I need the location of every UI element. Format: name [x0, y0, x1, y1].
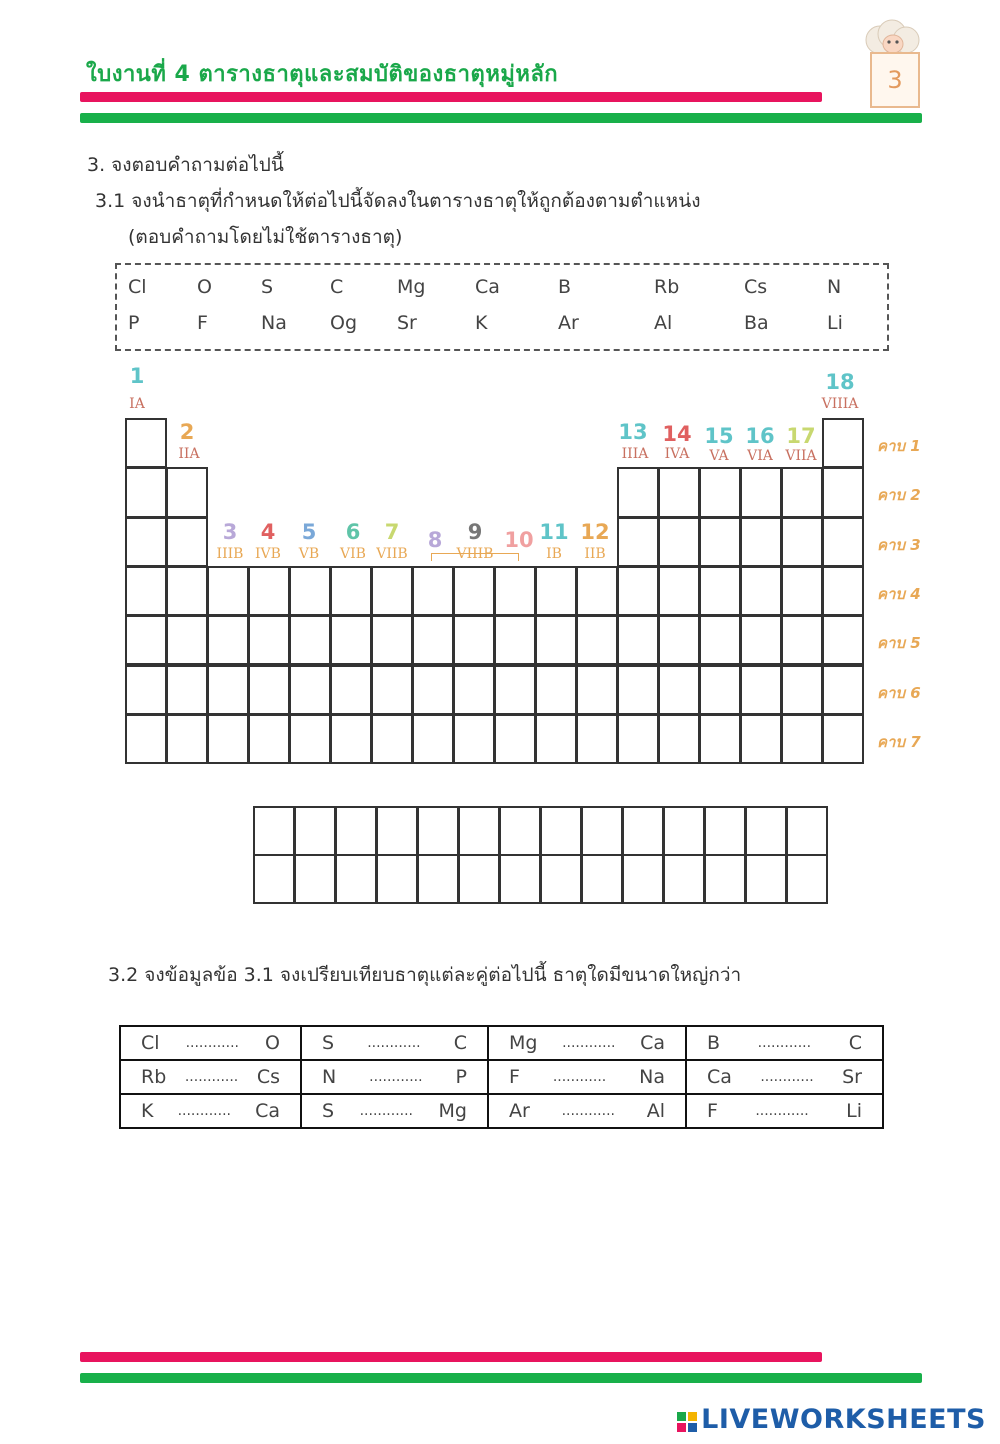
periodic-table-cell[interactable]	[740, 467, 782, 517]
element-symbol[interactable]: S	[261, 276, 274, 298]
comparison-element-a: S	[322, 1100, 335, 1122]
f-block-cell[interactable]	[540, 806, 582, 856]
header-green-bar	[80, 113, 922, 123]
f-block-cell[interactable]	[786, 854, 828, 904]
periodic-table-cell[interactable]	[371, 665, 413, 715]
periodic-table-cell[interactable]	[576, 615, 618, 665]
comparison-element-a: N	[322, 1066, 337, 1088]
answer-blank[interactable]: ............	[760, 1069, 814, 1085]
element-symbol[interactable]: Sr	[397, 312, 417, 334]
periodic-table-cell[interactable]	[617, 714, 659, 764]
group-roman-label: IIIA	[621, 446, 649, 462]
periodic-table-cell[interactable]	[330, 714, 372, 764]
viiib-bracket	[431, 553, 519, 561]
periodic-table-cell[interactable]	[822, 517, 864, 567]
periodic-table-cell[interactable]	[371, 566, 413, 616]
periodic-table-cell[interactable]	[330, 566, 372, 616]
group-roman-label: VIB	[340, 546, 366, 562]
periodic-table-cell[interactable]	[166, 566, 208, 616]
periodic-table-cell[interactable]	[658, 714, 700, 764]
f-block-cell[interactable]	[253, 854, 295, 904]
f-block-cell[interactable]	[376, 806, 418, 856]
periodic-table-cell[interactable]	[822, 714, 864, 764]
periodic-table-cell[interactable]	[166, 714, 208, 764]
periodic-table-cell[interactable]	[207, 665, 249, 715]
periodic-table-cell[interactable]	[781, 517, 823, 567]
element-symbol[interactable]: Cl	[128, 276, 147, 298]
group-number: 18	[825, 370, 855, 394]
answer-blank[interactable]: ............	[367, 1035, 421, 1051]
element-symbol[interactable]: Cs	[744, 276, 768, 298]
group-number: 11	[539, 520, 569, 544]
periodic-table-cell[interactable]	[494, 714, 536, 764]
periodic-table-cell[interactable]	[248, 714, 290, 764]
f-block-cell[interactable]	[745, 854, 787, 904]
comparison-cell[interactable]	[301, 1094, 488, 1128]
group-roman-label: VIIA	[785, 448, 817, 464]
footer-green-bar	[80, 1373, 922, 1383]
comparison-element-a: Cl	[141, 1032, 160, 1054]
periodic-table-cell[interactable]	[166, 517, 208, 567]
element-symbol[interactable]: P	[128, 312, 140, 334]
comparison-cell[interactable]	[488, 1094, 686, 1128]
group-number: 2	[179, 420, 195, 444]
group-number: 13	[618, 420, 648, 444]
group-roman-label: VB	[298, 546, 320, 562]
periodic-table-cell[interactable]	[412, 665, 454, 715]
periodic-table-cell[interactable]	[207, 566, 249, 616]
f-block-cell[interactable]	[704, 806, 746, 856]
periodic-table-cell[interactable]	[125, 615, 167, 665]
group-number: 9	[467, 520, 483, 544]
question-3-2: 3.2 จงข้อมูลข้อ 3.1 จงเปรียบเทียบธาตุแต่ละคู่ต่อไปนี้ ธาตุใดมีขนาดใหญ่กว่า	[108, 964, 742, 986]
group-number: 7	[384, 520, 400, 544]
periodic-table-cell[interactable]	[699, 517, 741, 567]
element-symbol[interactable]: Og	[330, 312, 358, 334]
periodic-table-cell[interactable]	[207, 714, 249, 764]
comparison-cell[interactable]	[686, 1060, 883, 1094]
periodic-table-cell[interactable]	[207, 615, 249, 665]
comparison-element-b: P	[455, 1066, 467, 1088]
element-symbol[interactable]: K	[475, 312, 488, 334]
comparison-element-b: C	[848, 1032, 862, 1054]
group-roman-label: IIA	[178, 446, 200, 462]
element-symbol[interactable]: N	[827, 276, 842, 298]
element-symbol[interactable]: Ar	[558, 312, 579, 334]
group-number: 1	[129, 364, 145, 388]
periodic-table-cell[interactable]	[412, 615, 454, 665]
periodic-table-cell[interactable]	[576, 566, 618, 616]
periodic-table-cell[interactable]	[699, 615, 741, 665]
element-symbol[interactable]: Li	[827, 312, 843, 334]
answer-blank[interactable]: ............	[177, 1103, 231, 1119]
element-symbol[interactable]: Mg	[397, 276, 426, 298]
comparison-cell[interactable]	[686, 1026, 883, 1060]
element-symbol[interactable]: C	[330, 276, 344, 298]
periodic-table-cell[interactable]	[248, 566, 290, 616]
answer-blank[interactable]: ............	[184, 1069, 239, 1085]
question-3-1-note: (ตอบคำถามโดยไม่ใช้ตารางธาตุ)	[128, 226, 403, 248]
group-number: 5	[301, 520, 317, 544]
comparison-element-b: Sr	[842, 1066, 862, 1088]
periodic-table-cell[interactable]	[822, 665, 864, 715]
liveworksheets-logo-text: LIVEWORKSHEETS	[701, 1404, 986, 1435]
periodic-table-cell[interactable]	[740, 665, 782, 715]
element-symbol[interactable]: O	[197, 276, 212, 298]
periodic-table-cell[interactable]	[699, 714, 741, 764]
periodic-table-cell[interactable]	[125, 665, 167, 715]
periodic-table-cell[interactable]	[781, 615, 823, 665]
f-block-cell[interactable]	[417, 806, 459, 856]
periodic-table-cell[interactable]	[248, 665, 290, 715]
comparison-element-a: Rb	[141, 1066, 167, 1088]
periodic-table-cell[interactable]	[781, 714, 823, 764]
periodic-table-cell[interactable]	[617, 566, 659, 616]
f-block-cell[interactable]	[499, 806, 541, 856]
period-label: คาบ 7	[877, 732, 921, 751]
answer-blank[interactable]: ............	[562, 1035, 616, 1051]
f-block-cell[interactable]	[458, 854, 500, 904]
periodic-table-cell[interactable]	[822, 615, 864, 665]
periodic-table-cell[interactable]	[617, 615, 659, 665]
comparison-element-b: Ca	[255, 1100, 280, 1122]
comparison-cell[interactable]	[301, 1060, 488, 1094]
periodic-table-cell[interactable]	[740, 714, 782, 764]
answer-blank[interactable]: ............	[755, 1103, 809, 1119]
answer-blank[interactable]: ............	[552, 1069, 607, 1085]
period-label: คาบ 6	[877, 683, 921, 702]
periodic-table-cell[interactable]	[781, 665, 823, 715]
periodic-table-cell[interactable]	[125, 467, 167, 517]
comparison-element-b: Al	[646, 1100, 665, 1122]
periodic-table-cell[interactable]	[535, 566, 577, 616]
periodic-table-cell[interactable]	[166, 665, 208, 715]
periodic-table-cell[interactable]	[699, 467, 741, 517]
comparison-element-a: F	[707, 1100, 718, 1122]
periodic-table-cell[interactable]	[658, 517, 700, 567]
periodic-table-cell[interactable]	[330, 615, 372, 665]
group-roman-label: VA	[709, 448, 729, 464]
comparison-cell[interactable]	[120, 1094, 301, 1128]
comparison-cell[interactable]	[488, 1060, 686, 1094]
comparison-table	[119, 1025, 884, 1129]
periodic-table-cell[interactable]	[494, 566, 536, 616]
group-number: 14	[662, 422, 692, 446]
periodic-table-cell[interactable]	[658, 467, 700, 517]
periodic-table-cell[interactable]	[289, 714, 331, 764]
group-roman-label: IA	[129, 396, 145, 412]
group-number: 10	[504, 528, 534, 552]
comparison-cell[interactable]	[120, 1060, 301, 1094]
period-label: คาบ 5	[877, 634, 921, 653]
period-label: คาบ 2	[877, 486, 921, 505]
footer-pink-bar	[80, 1352, 822, 1362]
answer-blank[interactable]: ............	[757, 1035, 812, 1051]
periodic-table-cell[interactable]	[535, 615, 577, 665]
periodic-table-cell[interactable]	[699, 566, 741, 616]
periodic-table-cell[interactable]	[535, 665, 577, 715]
periodic-table-cell[interactable]	[617, 665, 659, 715]
periodic-table-cell[interactable]	[740, 517, 782, 567]
periodic-table-cell[interactable]	[289, 615, 331, 665]
f-block-cell[interactable]	[663, 854, 705, 904]
periodic-table-cell[interactable]	[576, 714, 618, 764]
periodic-table-cell[interactable]	[453, 615, 495, 665]
f-block-cell[interactable]	[376, 854, 418, 904]
page-number-badge: 3	[870, 52, 920, 108]
liveworksheets-logo[interactable]	[677, 1404, 986, 1435]
comparison-element-a: K	[141, 1100, 154, 1122]
f-block-cell[interactable]	[745, 806, 787, 856]
period-label: คาบ 1	[877, 437, 921, 455]
periodic-table-cell[interactable]	[453, 714, 495, 764]
comparison-row	[120, 1026, 883, 1060]
comparison-element-a: B	[707, 1032, 721, 1054]
group-roman-label: IVA	[664, 446, 690, 462]
periodic-table-cell[interactable]	[658, 615, 700, 665]
f-block-cell[interactable]	[294, 806, 336, 856]
comparison-element-b: O	[265, 1032, 280, 1054]
f-block-cell[interactable]	[253, 806, 295, 856]
comparison-element-b: C	[453, 1032, 467, 1054]
periodic-table-cell[interactable]	[125, 517, 167, 567]
periodic-table-cell[interactable]	[125, 714, 167, 764]
header-pink-bar	[80, 92, 822, 102]
comparison-element-b: Ca	[640, 1032, 665, 1054]
periodic-table-cell[interactable]	[617, 517, 659, 567]
periodic-table-cell[interactable]	[781, 566, 823, 616]
periodic-table-cell[interactable]	[822, 418, 864, 468]
group-roman-label: IVB	[255, 546, 281, 562]
f-block-cell[interactable]	[417, 854, 459, 904]
periodic-table-cell[interactable]	[412, 714, 454, 764]
periodic-table-cell[interactable]	[740, 566, 782, 616]
comparison-cell[interactable]	[686, 1094, 883, 1128]
comparison-element-b: Cs	[256, 1066, 280, 1088]
comparison-element-a: Ar	[509, 1100, 530, 1122]
periodic-table-cell[interactable]	[781, 467, 823, 517]
comparison-row	[120, 1094, 883, 1128]
periodic-table-cell[interactable]	[412, 566, 454, 616]
group-number: 8	[427, 528, 443, 552]
periodic-table-cell[interactable]	[576, 665, 618, 715]
periodic-table-cell[interactable]	[166, 467, 208, 517]
f-block-cell[interactable]	[499, 854, 541, 904]
periodic-table-cell[interactable]	[658, 566, 700, 616]
comparison-cell[interactable]	[488, 1026, 686, 1060]
liveworksheets-logo-icon	[677, 1408, 697, 1428]
f-block-cell[interactable]	[786, 806, 828, 856]
comparison-element-a: S	[322, 1032, 335, 1054]
periodic-table-cell[interactable]	[699, 665, 741, 715]
periodic-table-cell[interactable]	[822, 566, 864, 616]
f-block-cell[interactable]	[540, 854, 582, 904]
period-label: คาบ 3	[877, 535, 921, 554]
element-list-box	[115, 263, 889, 351]
group-number: 17	[786, 424, 816, 448]
comparison-element-a: Ca	[707, 1066, 732, 1088]
periodic-table-cell[interactable]	[453, 665, 495, 715]
f-block-cell[interactable]	[294, 854, 336, 904]
periodic-table-cell[interactable]	[289, 665, 331, 715]
answer-blank[interactable]: ............	[359, 1103, 413, 1119]
periodic-table-cell[interactable]	[658, 665, 700, 715]
periodic-table-cell[interactable]	[617, 467, 659, 517]
group-number: 6	[345, 520, 361, 544]
comparison-element-b: Li	[846, 1100, 862, 1122]
group-roman-label: VIA	[747, 448, 773, 464]
answer-blank[interactable]: ............	[185, 1035, 239, 1051]
periodic-table-cell[interactable]	[125, 418, 167, 468]
group-number: 12	[580, 520, 610, 544]
f-block-cell[interactable]	[581, 806, 623, 856]
periodic-table-cell[interactable]	[494, 615, 536, 665]
question-heading: 3. จงตอบคำถามต่อไปนี้	[87, 154, 284, 176]
group-number: 4	[260, 520, 276, 544]
comparison-cell[interactable]	[120, 1026, 301, 1060]
periodic-table-cell[interactable]	[535, 714, 577, 764]
periodic-table-cell[interactable]	[371, 615, 413, 665]
comparison-element-b: Na	[639, 1066, 665, 1088]
periodic-table-cell[interactable]	[125, 566, 167, 616]
group-roman-label: IIIB	[216, 546, 244, 562]
group-roman-label: VIIB	[376, 546, 408, 562]
answer-blank[interactable]: ............	[561, 1103, 615, 1119]
periodic-table-cell[interactable]	[494, 665, 536, 715]
f-block-cell[interactable]	[335, 854, 377, 904]
comparison-cell[interactable]	[301, 1026, 488, 1060]
f-block-cell[interactable]	[458, 806, 500, 856]
worksheet-title: ใบงานที่ 4 ตารางธาตุและสมบัติของธาตุหมู่หลัก	[86, 62, 559, 87]
group-number: 3	[222, 520, 238, 544]
element-symbol[interactable]: Rb	[654, 276, 680, 298]
element-symbol[interactable]: B	[558, 276, 572, 298]
periodic-table-cell[interactable]	[822, 467, 864, 517]
element-symbol[interactable]: Na	[261, 312, 287, 334]
periodic-table-cell[interactable]	[453, 566, 495, 616]
group-number: 16	[745, 424, 775, 448]
periodic-table-cell[interactable]	[371, 714, 413, 764]
f-block-cell[interactable]	[622, 854, 664, 904]
periodic-table-cell[interactable]	[248, 615, 290, 665]
group-roman-label: IIB	[584, 546, 606, 562]
period-label: คาบ 4	[877, 584, 921, 603]
group-number: 15	[704, 424, 734, 448]
element-symbol[interactable]: Ca	[475, 276, 500, 298]
f-block-cell[interactable]	[663, 806, 705, 856]
comparison-element-a: F	[509, 1066, 520, 1088]
comparison-element-b: Mg	[438, 1100, 467, 1122]
element-symbol[interactable]: Ba	[744, 312, 769, 334]
group-roman-label: IB	[546, 546, 562, 562]
question-3-1: 3.1 จงนำธาตุที่กำหนดให้ต่อไปนี้จัดลงในตารางธาตุให้ถูกต้องตามตำแหน่ง	[95, 190, 701, 212]
element-symbol[interactable]: Al	[654, 312, 673, 334]
group-roman-label: VIIIA	[821, 396, 859, 412]
periodic-table-cell[interactable]	[740, 615, 782, 665]
periodic-table-cell[interactable]	[166, 615, 208, 665]
comparison-row	[120, 1060, 883, 1094]
f-block-cell[interactable]	[335, 806, 377, 856]
f-block-cell[interactable]	[704, 854, 746, 904]
group-roman-label: VIIIB	[456, 546, 494, 562]
periodic-table-cell[interactable]	[289, 566, 331, 616]
element-symbol[interactable]: F	[197, 312, 208, 334]
answer-blank[interactable]: ............	[369, 1069, 423, 1085]
f-block-cell[interactable]	[622, 806, 664, 856]
comparison-element-a: Mg	[509, 1032, 538, 1054]
periodic-table-cell[interactable]	[330, 665, 372, 715]
f-block-cell[interactable]	[581, 854, 623, 904]
